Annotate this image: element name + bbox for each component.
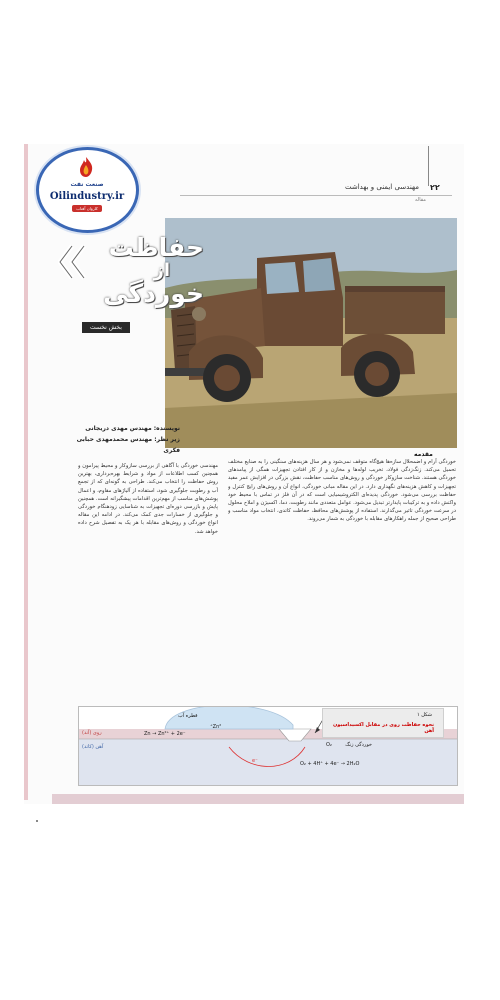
oxygen-label: O₂: [326, 742, 332, 748]
rusty-truck-photo: [165, 218, 457, 448]
article-column-left: مهندسی خوردگی با آگاهی از بررسی سازوکار و محیط پیرامون و همچنین کسب اطلاعات از مواد و شرایط بهره‌برداری، بهترین روش حفاظت را انتخاب می‌کند. طراحی به گونه‌ای که از تجمع آب و رطوبت جلوگیری شود، استفاده از آلیاژهای مقاوم، و اعمال پوشش‌های مناسب از مهم‌ترین اقدامات پیشگیرانه است. همچنین پایش و بازرسی دوره‌ای تجهیزات به شناسایی زودهنگام خوردگی و جلوگیری از خسارات جدی کمک می‌کند. در ادامه این مقاله انواع خوردگی و روش‌های مقابله با هر یک به تفصیل شرح داده خواهد شد.: [78, 463, 218, 535]
intro-heading: مقدمه: [414, 451, 433, 458]
title-line-2: از: [153, 260, 170, 281]
section-label: مقاله: [415, 197, 426, 203]
iron-layer-label: آهن (کاتد): [82, 744, 104, 750]
truck-illustration: [165, 218, 457, 448]
figure-description: نحوه حفاظت روی در مقابل اکسیداسیون آهن: [333, 722, 434, 734]
electron-label: e⁻: [252, 758, 258, 764]
page-edge-accent: [24, 144, 28, 800]
article-title: [104, 234, 204, 308]
logo-site-name: Oilindustry.ir: [49, 191, 125, 202]
header-divider: [428, 146, 429, 186]
logo-badge: کاروان آفتاب: [72, 205, 102, 212]
zinc-ion-label: Zn²⁺: [210, 724, 222, 730]
page-bottom-accent: [52, 794, 464, 804]
magazine-title: مهندسی ایمنی و بهداشت: [345, 183, 419, 191]
flame-icon: [76, 156, 96, 178]
article-column-right: خوردگی آرام و اضمحلال سازه‌ها هیچ‌گاه متوقف نمی‌شود و هر سال هزینه‌های سنگینی را به صنایع مختلف تحمیل می‌کند. زنگ‌زدگی فولاد، تخریب لوله‌ها و مخازن و از کار افتادن تجهیزات همگی از پیامدهای خوردگی هستند. شناخت سازوکار خوردگی و روش‌های مناسب حفاظت، نقش بزرگی در افزایش عمر مفید تجهیزات و کاهش هزینه‌های نگهداری دارد. در این مقاله مبانی خوردگی، انواع آن و روش‌های رایج کنترل و حفاظت بررسی می‌شود. خوردگی پدیده‌ای الکتروشیمیایی است که در آن فلز در تماس با محیط خود واکنش داده و به ترکیبات پایدارتر تبدیل می‌شود. عوامل متعددی مانند رطوبت، دما، اکسیژن و املاح محلول در سرعت خوردگی تاثیر می‌گذارند. استفاده از پوشش‌های محافظ، حفاظت کاتدی، انتخاب مواد مناسب و طراحی صحیح از جمله راهکارهای مقابله با خوردگی به شمار می‌روند.: [228, 459, 456, 523]
part-badge: بخش نخست: [82, 322, 130, 333]
supervisor-line: زیر نظر: مهندس محمدمهدی حبابی فکری: [76, 436, 180, 454]
author-line: نویسنده: مهندس مهدی دریجانی: [85, 425, 180, 432]
chevron-double-icon: [58, 244, 86, 280]
page-number: ۲۲: [430, 183, 440, 192]
drop-label: قطره آب: [178, 713, 198, 719]
author-block: [60, 423, 180, 456]
rust-label: خوردگی زنگ: [345, 742, 372, 748]
cathode-reaction: O₂ + 4H⁺ + 4e⁻ → 2H₂O: [300, 761, 360, 767]
figure-number: شکل ۱: [416, 712, 432, 718]
header-rule: [180, 195, 452, 196]
title-line-3: خوردگی: [103, 279, 204, 308]
logo-persian-text: صنعت نفت: [70, 181, 104, 188]
anode-reaction: Zn → Zn²⁺ + 2e⁻: [144, 731, 186, 737]
title-line-1: حفاظت: [108, 233, 204, 262]
zinc-layer-label: روی (آند): [82, 730, 102, 736]
page-mark: [36, 820, 38, 822]
